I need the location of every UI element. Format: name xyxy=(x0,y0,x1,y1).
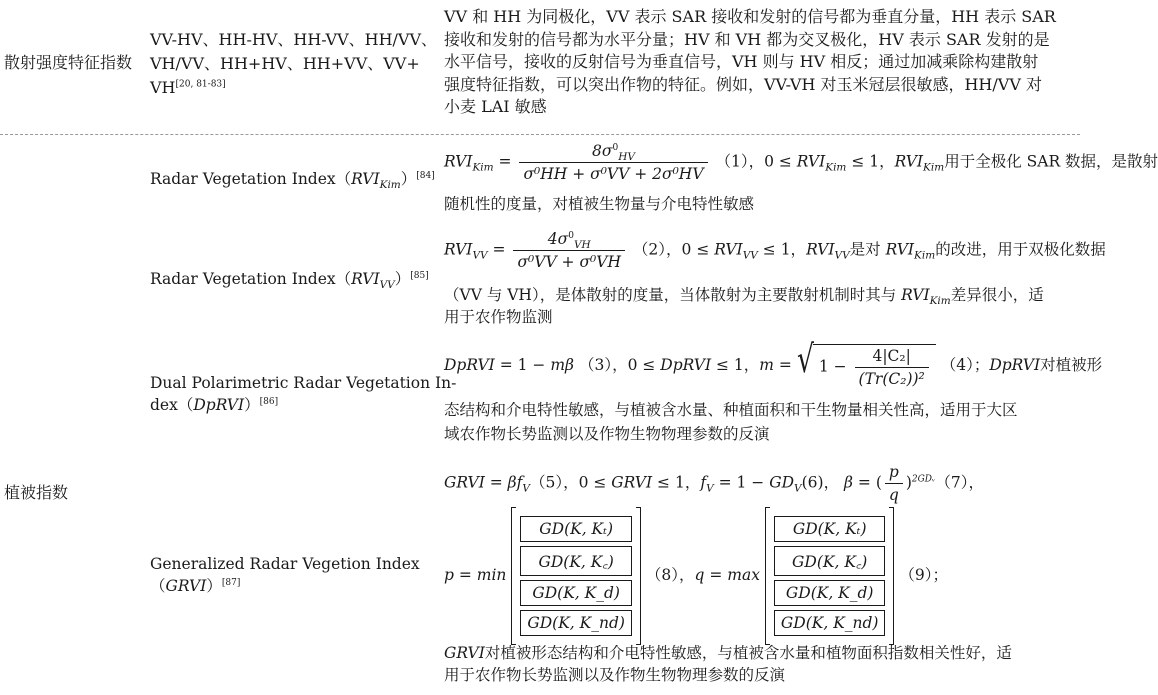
index-rvi-kim xyxy=(150,168,435,190)
dprvi-frac-den: (Tr(C₂))² xyxy=(858,370,925,388)
scattering-description-line-4: 强度特征指数，可以突出作物的特征。例如，VV-VH 对玉米冠层很敏感，HH/VV 对 xyxy=(444,74,1042,94)
grvi-var: GRVI xyxy=(611,473,653,492)
dprvi-tail-2: ≤ 1， xyxy=(711,356,760,374)
grvi-fv: f xyxy=(700,473,707,492)
grvi-p-lhs: p xyxy=(444,566,454,584)
dprvi-sqrt xyxy=(796,337,936,388)
grvi-min-cell: GD(K, Kₜ) xyxy=(520,516,632,542)
dprvi-tail-1: （3），0 ≤ xyxy=(578,356,661,374)
rvi-kim-name: Radar Vegetation Index（ xyxy=(150,170,352,188)
grvi-t3: = 1 − xyxy=(713,473,770,492)
dprvi-description-line-1: 态结构和介电特性敏感，与植被含水量、种植面积和干生物量相关性高，适用于大区 xyxy=(444,401,1018,419)
scattering-indices-vh: VH xyxy=(150,78,176,97)
rvi-kim-numerator xyxy=(519,142,707,163)
grvi-max-cell: GD(K, K꜀) xyxy=(774,546,886,576)
dprvi-name-dex: dex（ xyxy=(150,396,194,414)
rvi-vv-desc-a: （VV 与 VH），是体散射的度量，当体散射为主要散射机制时其与 xyxy=(444,286,902,304)
rvi-vv-tail-1: （2），0 ≤ xyxy=(632,240,715,259)
rvi-vv-lhs: RVI xyxy=(444,240,473,259)
dprvi-m-beta: mβ xyxy=(550,356,575,374)
grvi-description-line-1 xyxy=(444,642,1076,664)
dprvi-description-line-2: 域农作物长势监测以及作物生物物理参数的反演 xyxy=(444,425,770,443)
grvi-min: min xyxy=(476,566,507,584)
grvi-p-eq: = xyxy=(453,566,477,584)
rvi-vv-num-sup: 0 xyxy=(568,230,574,241)
category-scattering-intensity: 散射强度特征指数 xyxy=(4,53,133,72)
dprvi-lhs: DpRVI xyxy=(444,356,495,374)
dprvi-abbr: DpRVI xyxy=(193,396,245,414)
grvi-max: max xyxy=(727,566,760,584)
grvi-t6: ) xyxy=(905,473,912,492)
rvi-vv-tail-3: 是对 xyxy=(849,240,886,259)
rvi-vv-tail-4: 的改进，用于双极化数据 xyxy=(935,240,1106,259)
rvi-kim-num-sup: 0 xyxy=(612,142,619,153)
sqrt-radical-icon: √ xyxy=(796,337,814,381)
rvi-vv-fraction xyxy=(513,230,625,271)
formula-dprvi xyxy=(444,337,1103,388)
index-dprvi xyxy=(150,372,457,416)
grvi-t7: （7）， xyxy=(935,473,984,492)
grvi-open: （ xyxy=(150,577,166,595)
scattering-indices-line-1: VV-HV、HH-HV、HH-VV、HH/VV、 xyxy=(150,30,438,49)
rvi-vv-description xyxy=(444,284,1076,328)
dprvi-tail-4: 对植被形 xyxy=(1040,356,1103,374)
grvi-min-cell: GD(K, K_nd) xyxy=(520,610,632,636)
rvi-kim-fraction xyxy=(519,142,707,183)
scattering-description-line-1: VV 和 HH 为同极化，VV 表示 SAR 接收和发射的信号都为垂直分量，HH 表示 SAR xyxy=(444,7,1056,26)
scattering-indices-line-3 xyxy=(150,76,440,100)
rvi-kim-ref: [84] xyxy=(416,170,435,181)
rvi-vv-name: Radar Vegetation Index（ xyxy=(150,270,352,288)
dprvi-name-line-2 xyxy=(150,394,435,416)
rvi-kim-tail-var2: RVI xyxy=(894,152,924,171)
dprvi-ref: [86] xyxy=(259,396,279,407)
dprvi-close: ） xyxy=(244,396,260,414)
rvi-vv-tail-var3: RVI xyxy=(885,240,915,259)
dprvi-tail-var2: DpRVI xyxy=(989,356,1041,374)
grvi-close: ） xyxy=(206,577,222,595)
category-vegetation-index: 植被指数 xyxy=(4,483,69,502)
rvi-vv-close: ） xyxy=(394,270,411,288)
dprvi-sqrt-one: 1 − xyxy=(818,357,852,376)
dprvi-m: m xyxy=(759,356,774,374)
grvi-max-matrix xyxy=(765,508,895,644)
grvi-f8: （8）， xyxy=(645,566,695,584)
grvi-q-lhs: q xyxy=(694,566,705,584)
grvi-min-cell: GD(K, K_d) xyxy=(520,580,632,606)
rvi-kim-tail-2: ≤ 1， xyxy=(846,152,895,171)
grvi-q: q xyxy=(888,486,899,504)
grvi-q-eq: = xyxy=(704,566,728,584)
rvi-kim-tail-1: （1），0 ≤ xyxy=(715,152,797,171)
rvi-kim-description: 随机性的度量，对植被生物量与介电特性敏感 xyxy=(444,195,755,213)
rvi-kim-lhs: RVI xyxy=(444,152,473,171)
rvi-vv-denominator: σ⁰VV + σ⁰VH xyxy=(517,253,621,271)
rvi-vv-tail-var2: RVI xyxy=(806,240,835,259)
grvi-fv-sub: V xyxy=(706,482,714,495)
formula-rvi-kim xyxy=(444,142,1158,183)
index-rvi-vv xyxy=(150,268,435,290)
dprvi-sqrt-body xyxy=(813,344,936,388)
dprvi-tail-var: DpRVI xyxy=(660,356,712,374)
rvi-kim-abbr: RVI xyxy=(351,170,380,188)
dprvi-description xyxy=(444,398,1076,446)
rvi-kim-tail-var: RVI xyxy=(796,152,826,171)
scattering-indices-line-2: VH/VV、HH+HV、HH+VV、VV+ xyxy=(150,54,420,73)
rvi-vv-desc-b: 差异很小，适 xyxy=(950,286,1044,304)
scattering-description-line-2: 接收和发射的信号都为水平分量；HV 和 VH 都为交叉极化，HV 表示 SAR 发射的是 xyxy=(444,29,1050,49)
dprvi-fraction xyxy=(855,347,929,388)
grvi-beta: β xyxy=(844,473,853,492)
grvi-min-matrix xyxy=(511,508,641,644)
rvi-kim-abbr-sub: Kim xyxy=(379,179,401,192)
formula-grvi-1 xyxy=(444,463,984,504)
grvi-ref: [87] xyxy=(221,577,241,588)
row-divider xyxy=(0,134,1080,135)
formula-grvi-2 xyxy=(444,508,948,644)
grvi-pq-fraction xyxy=(885,463,903,504)
rvi-vv-ref: [85] xyxy=(410,270,429,281)
grvi-description-line-2: 用于农作物长势监测以及作物生物物理参数的反演 xyxy=(444,666,786,684)
grvi-rhs: βf xyxy=(507,473,523,492)
rvi-vv-num-sub: VH xyxy=(573,239,591,252)
grvi-rhs-sub: V xyxy=(522,482,530,495)
rvi-kim-close: ） xyxy=(400,170,417,188)
grvi-desc-text-1: 对植被形态结构和介电特性敏感，与植被含水量和植物面积指数相关性好，适 xyxy=(484,644,1012,662)
formula-rvi-vv xyxy=(444,230,1106,271)
rvi-vv-desc-var: RVI xyxy=(901,286,930,304)
rvi-vv-description-line-2 xyxy=(444,284,1076,306)
scattering-indices xyxy=(150,28,440,100)
rvi-kim-tail-sub2: Kim xyxy=(923,161,945,174)
rvi-vv-tail-2: ≤ 1， xyxy=(757,240,807,259)
rvi-vv-tail-sub: VV xyxy=(742,249,758,262)
grvi-exp: 2GDᵥ xyxy=(911,474,936,485)
grvi-f9: （9）； xyxy=(899,566,949,584)
grvi-t4: (6)， xyxy=(801,473,840,492)
rvi-kim-lhs-sub: Kim xyxy=(472,161,494,174)
rvi-vv-tail-var: RVI xyxy=(714,240,743,259)
rvi-vv-tail-sub2: VV xyxy=(834,249,850,262)
grvi-p: p xyxy=(885,463,903,484)
grvi-t2: ≤ 1， xyxy=(652,473,701,492)
rvi-vv-abbr-sub: VV xyxy=(379,279,395,292)
rvi-kim-eq: = xyxy=(493,152,517,171)
grvi-max-cell: GD(K, Kₜ) xyxy=(774,516,886,542)
rvi-vv-description-line-3: 用于农作物监测 xyxy=(444,308,553,326)
rvi-kim-num-sub: HV xyxy=(618,151,635,164)
rvi-vv-num-text: 4σ xyxy=(547,230,569,248)
scattering-description-line-5: 小麦 LAI 敏感 xyxy=(444,97,547,116)
grvi-gd-sub: V xyxy=(794,482,802,495)
grvi-t1: （5），0 ≤ xyxy=(529,473,612,492)
grvi-description xyxy=(444,642,1076,686)
grvi-max-cell: GD(K, K_nd) xyxy=(774,610,886,636)
grvi-desc-var: GRVI xyxy=(444,644,485,662)
rvi-kim-denominator: σ⁰HH + σ⁰VV + 2σ⁰HV xyxy=(523,165,704,183)
rvi-vv-abbr: RVI xyxy=(351,270,380,288)
rvi-vv-desc-sub: Kim xyxy=(929,295,951,308)
index-grvi xyxy=(150,553,435,597)
grvi-min-cell: GD(K, K꜀) xyxy=(520,546,632,576)
grvi-lhs: GRVI xyxy=(444,473,485,492)
grvi-max-cell: GD(K, K_d) xyxy=(774,580,886,606)
scattering-indices-ref: [20, 81-83] xyxy=(175,79,226,90)
rvi-vv-lhs-sub: VV xyxy=(472,249,488,262)
grvi-name-line-1: Generalized Radar Vegetion Index xyxy=(150,555,420,573)
grvi-abbr: GRVI xyxy=(165,577,207,595)
grvi-gd: GD xyxy=(769,473,795,492)
grvi-t5: = ( xyxy=(853,473,882,492)
grvi-eq: = xyxy=(484,473,508,492)
rvi-vv-eq: = xyxy=(487,240,511,259)
rvi-vv-numerator xyxy=(513,230,625,251)
scattering-description-line-3: 水平信号，接收的反射信号为垂直信号，VH 则与 HV 相反；通过加减乘除构建散射 xyxy=(444,52,1039,71)
rvi-kim-tail-3: 用于全极化 SAR 数据，是散射 xyxy=(944,152,1158,171)
dprvi-m-eq: = xyxy=(773,356,797,374)
rvi-kim-tail-sub: Kim xyxy=(825,161,847,174)
grvi-name-line-2 xyxy=(150,575,435,597)
dprvi-tail-3: （4）； xyxy=(940,356,990,374)
dprvi-eq: = 1 − xyxy=(494,356,551,374)
dprvi-frac-num: 4|C₂| xyxy=(855,347,929,368)
rvi-vv-tail-sub3: Kim xyxy=(914,249,936,262)
rvi-kim-num-text: 8σ xyxy=(592,142,613,160)
dprvi-name-line-1: Dual Polarimetric Radar Vegetation In- xyxy=(150,374,457,392)
scattering-description xyxy=(444,6,1076,119)
